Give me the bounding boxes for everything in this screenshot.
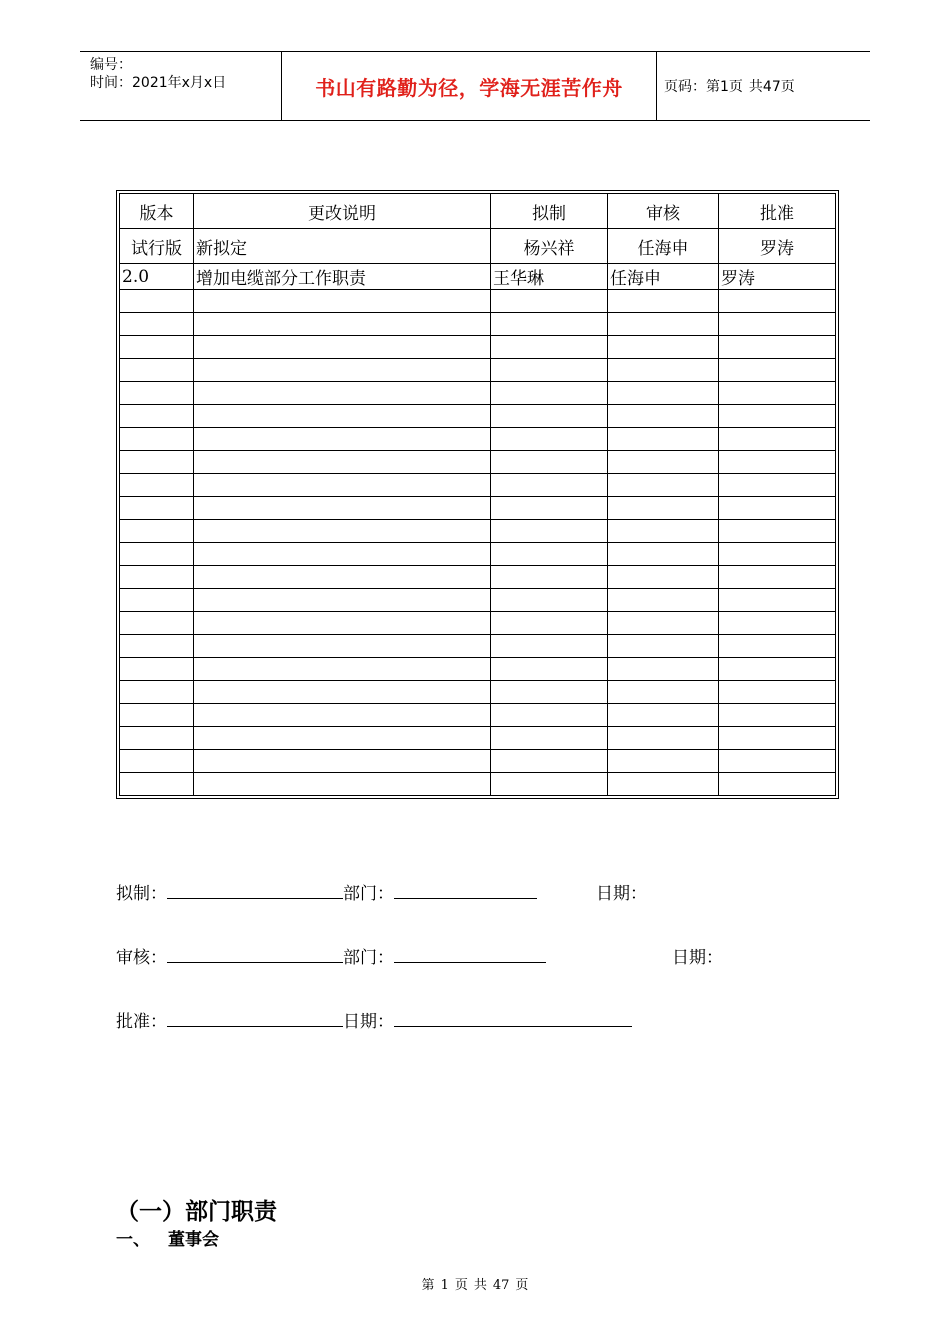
header-version: 版本 <box>120 194 194 229</box>
approve-label: 批准： <box>116 1012 167 1032</box>
signoff-draft-line <box>116 879 647 904</box>
cell-version: 2.0 <box>120 264 194 290</box>
table-row <box>120 264 836 290</box>
draft-date-label: 日期： <box>596 884 647 904</box>
empty-row <box>120 612 836 635</box>
signoff-approve-line <box>116 1007 632 1032</box>
empty-row <box>120 727 836 750</box>
footer-total-unit: 页 <box>515 1278 529 1293</box>
header-page-cell <box>655 52 870 120</box>
header-info-cell <box>80 52 281 120</box>
document-number-label: 编号： <box>90 57 132 73</box>
table-row <box>120 229 836 264</box>
empty-row <box>120 313 836 336</box>
cell-change-description: 新拟定 <box>194 229 491 264</box>
review-label: 审核： <box>116 948 167 968</box>
document-time-label: 时间：2021年x月x日 <box>90 75 227 91</box>
revision-table-header-row <box>120 194 836 229</box>
empty-row <box>120 474 836 497</box>
header-motto: 书山有路勤为径，学海无涯苦作舟 <box>315 75 623 100</box>
draft-label: 拟制： <box>116 884 167 904</box>
empty-row <box>120 589 836 612</box>
cell-reviewer: 任海申 <box>608 229 719 264</box>
approve-blank[interactable] <box>167 1010 343 1027</box>
header-motto-cell <box>281 52 657 120</box>
footer-total-number: 47 <box>492 1278 510 1293</box>
empty-row <box>120 566 836 589</box>
cell-drafter: 杨兴祥 <box>491 229 608 264</box>
header-approver: 批准 <box>719 194 836 229</box>
empty-row <box>120 451 836 474</box>
review-dept-label: 部门： <box>343 948 394 968</box>
cell-drafter: 王华琳 <box>491 264 608 290</box>
empty-row <box>120 382 836 405</box>
empty-row <box>120 405 836 428</box>
footer-page-prefix: 第 <box>421 1278 435 1293</box>
empty-row <box>120 520 836 543</box>
footer-page-number: 1 <box>440 1278 449 1293</box>
footer-page-unit: 页 <box>454 1278 468 1293</box>
approve-date-label: 日期： <box>343 1012 394 1032</box>
review-blank[interactable] <box>167 946 343 963</box>
header-reviewer: 审核 <box>608 194 719 229</box>
empty-row <box>120 773 836 796</box>
empty-row <box>120 704 836 727</box>
approve-date-blank[interactable] <box>394 1010 632 1027</box>
header-total-label: 共47页 <box>748 79 795 95</box>
empty-row <box>120 543 836 566</box>
cell-change-description: 增加电缆部分工作职责 <box>194 264 491 290</box>
document-header <box>80 51 870 121</box>
draft-dept-label: 部门： <box>343 884 394 904</box>
header-drafter: 拟制 <box>491 194 608 229</box>
empty-row <box>120 497 836 520</box>
header-change-description: 更改说明 <box>194 194 491 229</box>
section-item <box>116 1225 219 1250</box>
header-page-label: 页码：第1页 <box>664 79 743 95</box>
empty-row <box>120 658 836 681</box>
empty-row <box>120 359 836 382</box>
empty-row <box>120 635 836 658</box>
cell-approver: 罗涛 <box>719 264 836 290</box>
empty-row <box>120 336 836 359</box>
draft-blank[interactable] <box>167 882 343 899</box>
cell-reviewer: 任海申 <box>608 264 719 290</box>
cell-version: 试行版 <box>120 229 194 264</box>
section-item-number: 一、 <box>116 1230 150 1250</box>
footer-total-prefix: 共 <box>473 1278 487 1293</box>
draft-dept-blank[interactable] <box>394 882 537 899</box>
review-dept-blank[interactable] <box>394 946 546 963</box>
cell-approver: 罗涛 <box>719 229 836 264</box>
empty-row <box>120 750 836 773</box>
page-footer <box>0 1274 950 1293</box>
review-date-label: 日期： <box>672 948 723 968</box>
section-title: （一）部门职责 <box>116 1198 277 1225</box>
empty-row <box>120 681 836 704</box>
section-item-title: 董事会 <box>168 1230 219 1250</box>
empty-row <box>120 428 836 451</box>
empty-row <box>120 290 836 313</box>
signoff-review-line <box>116 943 723 968</box>
revision-table <box>116 190 839 799</box>
